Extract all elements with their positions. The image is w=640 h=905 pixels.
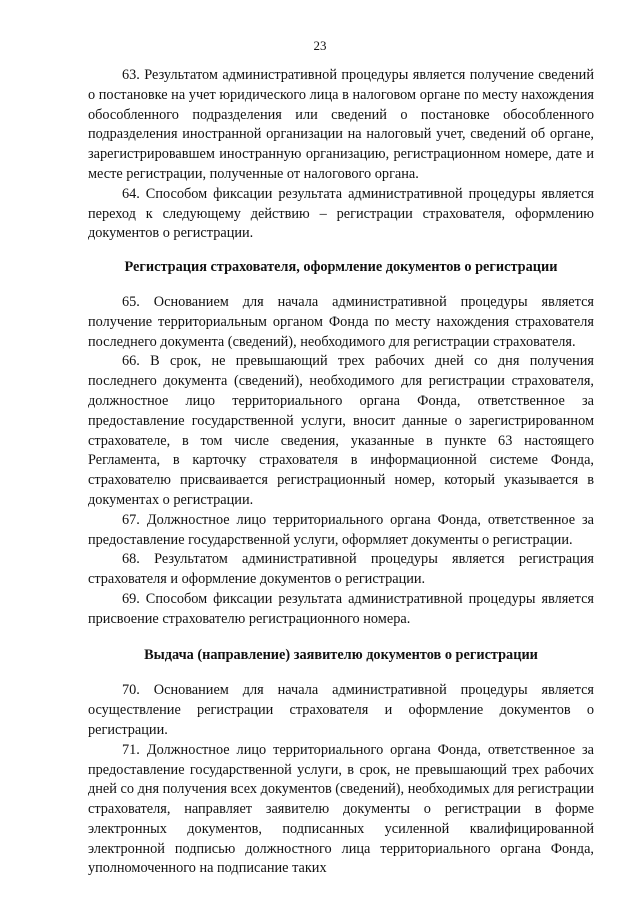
paragraph-63: 63. Результатом административной процедуры является получение сведений о постановке на учет юридического лица в налоговом органе по месту нахождения обособленного подразделения или сведений о постановке обособленного подразделения иностранной организации на налоговый учет, сведений об органе, зарегистрировавшем иностранную организацию, регистрационном номере, дате и месте регистрации, полученные от налогового органа. <box>88 67 594 182</box>
page-number: 23 <box>313 38 327 53</box>
paragraph-69: 69. Способом фиксации результата административной процедуры является присвоение страхователю регистрационного номера. <box>88 590 594 627</box>
paragraph-70: 70. Основанием для начала административной процедуры является осуществление регистрации страхователя и оформление документов о регистрации. <box>88 682 594 738</box>
section-heading-registration: Регистрация страхователя, оформление документов о регистрации <box>124 259 558 276</box>
paragraph-67: 67. Должностное лицо территориального органа Фонда, ответственное за предоставление государственной услуги, оформляет документы о регистрации. <box>88 511 594 548</box>
page-body <box>88 66 594 879</box>
paragraph-66: 66. В срок, не превышающий трех рабочих дней со дня получения последнего документа (сведений), необходимого для регистрации страхователя, должностное лицо территориального органа Фонда, ответственное за предоставление государственной услуги, вносит данные о зарегистрированном страхователе, в том числе сведения, указанные в пункте 63 настоящего Регламента, в карточку страхователя в информационной системе Фонда, страхователю присваивается регистрационный номер, который указывается в документах о регистрации. <box>88 353 594 508</box>
paragraph-71: 71. Должностное лицо территориального органа Фонда, ответственное за предоставление государственной услуги, в срок, не превышающий трех рабочих дней со дня получения всех документов (сведений), необходимых для регистрации страхователя, направляет заявителю документы о регистрации в форме электронных документов, подписанных усиленной квалифицированной электронной подписью должностного лица территориального органа Фонда, уполномоченного на подписание таких <box>88 741 595 877</box>
paragraph-64: 64. Способом фиксации результата административной процедуры является переход к следующему действию – регистрации страхователя, оформлению документов о регистрации. <box>88 185 594 242</box>
paragraph-65: 65. Основанием для начала административной процедуры является получение территориальным органом Фонда по месту нахождения страхователя последнего документа (сведений), необходимого для регистрации страхователя. <box>88 293 594 350</box>
paragraph-68: 68. Результатом административной процедуры является регистрация страхователя и оформление документов о регистрации. <box>88 551 594 588</box>
section-heading-issuance: Выдача (направление) заявителю документов о регистрации <box>144 646 538 663</box>
